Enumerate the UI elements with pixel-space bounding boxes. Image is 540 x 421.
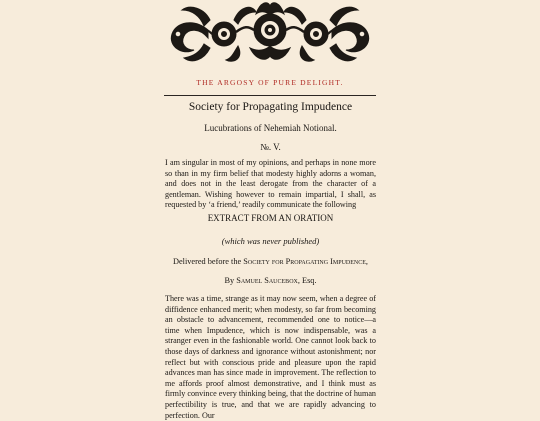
byline-suffix: , Esq. <box>297 276 317 285</box>
delivered-line <box>165 257 376 266</box>
floral-ornament <box>164 0 376 68</box>
body-paragraph: There was a time, strange as it may now seem, when a degree of diffidence enhanced merit; when modesty, so far from becoming an obstacle to advancement, recommended one to notice—a time when Impudence, which is now indispensable, was a stranger even in the fashionable world. One cannot look back to those days of darkness and ignorance without astonishment; nor reflect but with conscious pride and pleasure upon the rapid advances man has since made in improvement. The reflection to me affords proof almost demonstrative, and I think must as firmly convince every thinking being, that the doctrine of human perfectibility is true, and that we are rapidly advancing to perfection. Our <box>165 294 376 420</box>
intro-paragraph: I am singular in most of my opinions, and perhaps in none more so than in my firm belief that modesty highly adorns a woman, and does not in the least derogate from the character of a gentleman. Wishing however to remain impartial, I shall, as requested by ‘a friend,’ readily communicate the following <box>165 158 376 210</box>
header-rule <box>164 95 376 96</box>
article-subtitle: Lucubrations of Nehemiah Notional. <box>204 123 337 133</box>
never-published-note: (which was never published) <box>221 236 320 246</box>
author-name: Samuel Saucebox <box>236 276 298 285</box>
article-title: Society for Propagating Impudence <box>188 101 353 113</box>
extract-heading: EXTRACT FROM AN ORATION <box>207 213 334 223</box>
byline-prefix: By <box>224 276 237 285</box>
delivered-prefix: Delivered before the <box>172 257 244 266</box>
society-name: Society for Propagating Impudence <box>243 257 366 266</box>
journal-motto: THE ARGOSY OF PURE DELIGHT. <box>196 78 344 87</box>
delivered-suffix: , <box>365 257 368 266</box>
article-number: №. V. <box>260 142 281 152</box>
byline <box>165 276 376 285</box>
